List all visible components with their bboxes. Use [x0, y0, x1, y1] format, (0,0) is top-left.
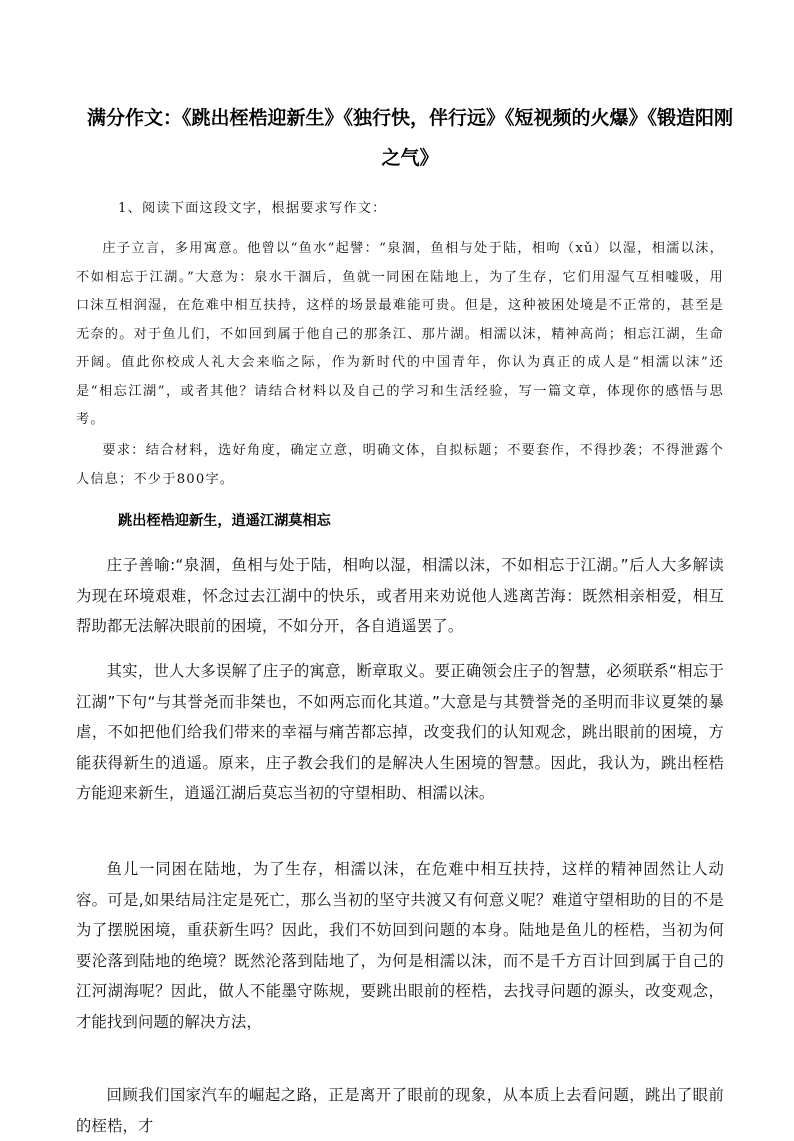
question-material: 庄子立言，多用寓意。他曾以“鱼水”起譬：“泉涸，鱼相与处于陆，相呴（xǔ）以湿，相濡以沫，不如相忘于江湖。”大意为：泉水干涸后，鱼就一同困在陆地上，为了生存，它们用湿气互相嘘吸，用口沫互相润湿，在危难中相互扶持，这样的场景最难能可贵。但是，这种被困处境是不正常的，甚至是无奈的。对于鱼儿们，不如回到属于他自己的那条江、那片湖。相濡以沫，精神高尚；相忘江湖，生命开阔。值此你校成人礼大会来临之际，作为新时代的中国青年，你认为真正的成人是“相濡以沫”还是“相忘江湖”，或者其他？请结合材料以及自己的学习和生活经验，写一篇文章，体现你的感悟与思考。	[76, 241, 724, 427]
essay-paragraph: 其实，世人大多误解了庄子的寓意，断章取义。要正确领会庄子的智慧，必须联系“相忘于江湖”下句“与其誉尧而非桀也，不如两忘而化其道。”大意是与其赞誉尧的圣明而非议夏桀的暴虐，不如把他们给我们带来的幸福与痛苦都忘掉，改变我们的认知观念，跳出眼前的困境，方能获得新生的逍遥。原来，庄子教会我们的是解决人生困境的智慧。因此，我认为，跳出桎梏方能迎来新生，逍遥江湖后莫忘当初的守望相助、相濡以沫。	[76, 662, 724, 802]
essay-paragraph: 鱼儿一同困在陆地，为了生存，相濡以沫，在危难中相互扶持，这样的精神固然让人动容。可是,如果结局注定是死亡，那么当初的坚守共渡又有何意义呢？难道守望相助的目的不是为了摆脱困境，重获新生吗？因此，我们不妨回到问题的本身。陆地是鱼儿的桎梏，当初为何要沦落到陆地的绝境？既然沦落到陆地了，为何是相濡以沫，而不是千方百计回到属于自己的江河湖海呢？因此，做人不能墨守陈规，要跳出眼前的桎梏，去找寻问题的源头，改变观念，才能找到问题的解决方法，	[76, 860, 724, 1031]
essay-paragraph: 庄子善喻:“泉涸，鱼相与处于陆，相呴以湿，相濡以沫，不如相忘于江湖。”后人大多解读为现在环境艰难，怀念过去江湖中的快乐，或者用来劝说他人逃离苦海：既然相亲相爱，相互帮助都无法解决眼前的困境，不如分开，各自逍遥罢了。	[76, 556, 724, 635]
essay-title: 跳出桎梏迎新生，逍遥江湖莫相忘	[118, 513, 331, 529]
question-heading: 1、阅读下面这段文字，根据要求写作文：	[118, 201, 387, 216]
question-requirements: 要求：结合材料，选好角度，确定立意，明确文体，自拟标题；不要套作，不得抄袭；不得泄露个人信息；不少于800字。	[76, 443, 724, 487]
essay-paragraph: 回顾我们国家汽车的崛起之路，正是离开了眼前的现象，从本质上去看问题，跳出了眼前的桎梏，才	[76, 1086, 724, 1135]
document-title: 满分作文：《跳出桎梏迎新生》《独行快，伴行远》《短视频的火爆》《锻造阳刚之气》	[86, 107, 733, 169]
